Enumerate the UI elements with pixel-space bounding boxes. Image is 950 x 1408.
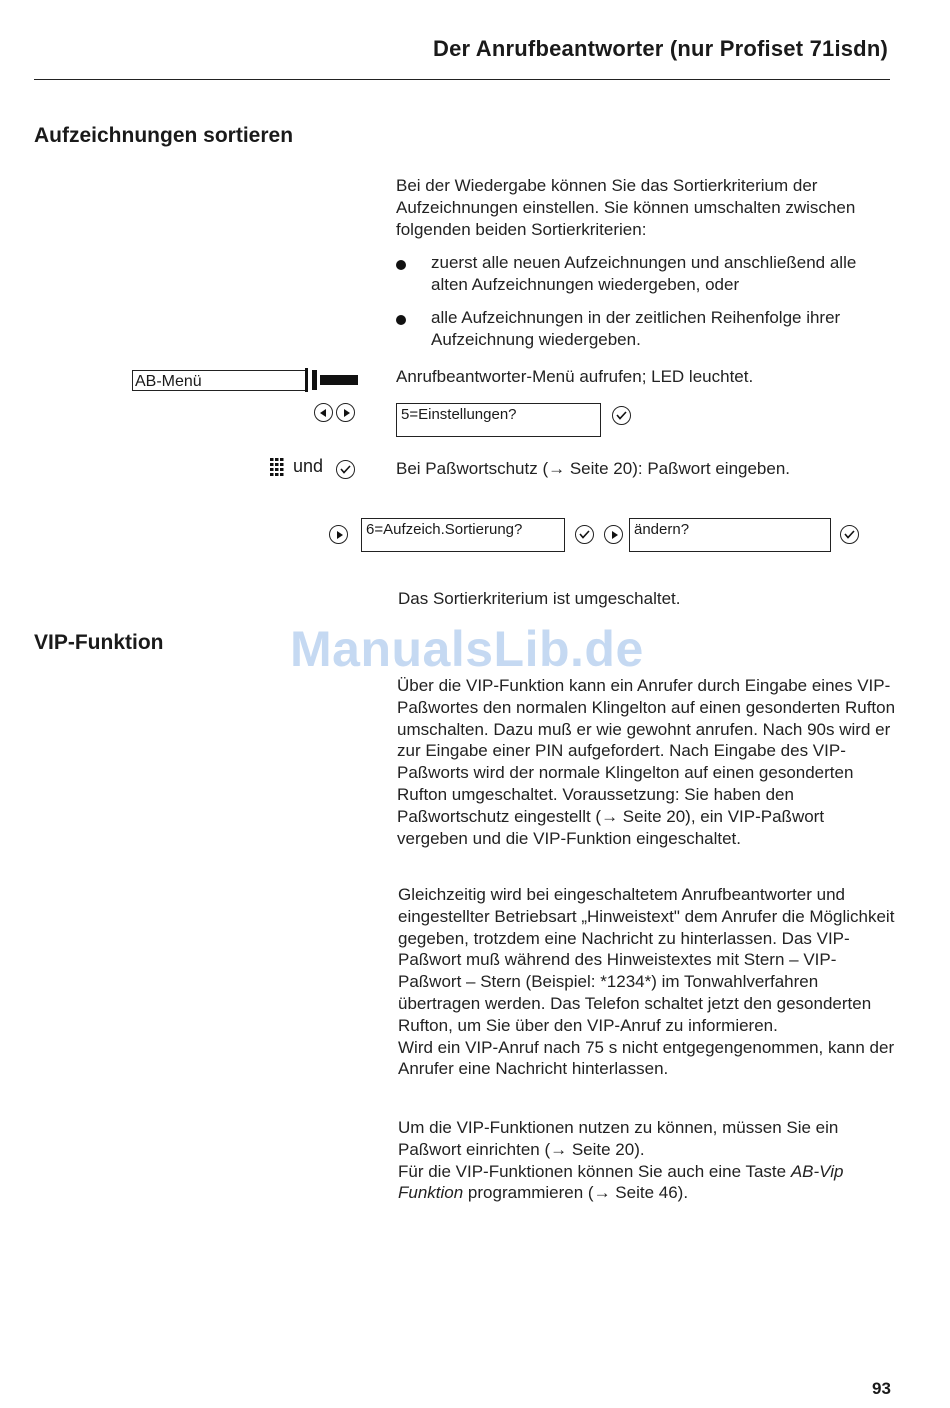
arrow-right-key-icon: [329, 525, 348, 544]
vip-paragraph-2-main: Gleichzeitig wird bei eingeschaltetem Anrufbeantworter und eingestellter Betriebsart „Hinweistext" dem Anrufer die Möglichkeit gegeben, trotzdem eine Nachricht zu hinterlassen. Das VIP-Paßwort muß während des Hinweistextes mit Stern – VIP-Paßwort – Stern (Beispiel: *1234*) im Tonwahlverfahren übertragen werden. Das Telefon schaltet jetzt den gesonderten Rufton, um Sie über den VIP-Anruf zu informieren.: [398, 885, 895, 1035]
key-edge-icon: [305, 368, 308, 392]
and-label: und: [293, 456, 324, 476]
bullet-item: [396, 307, 891, 351]
text-run: programmieren (→ Seite 46).: [463, 1183, 689, 1203]
section-heading-sort: Aufzeichnungen sortieren: [34, 124, 294, 147]
vip-paragraph-3-key: [398, 1161, 898, 1205]
vip-paragraph-2-note: Wird ein VIP-Anruf nach 75 s nicht entgegengenommen, kann der Anrufer eine Nachricht hinterlassen.: [398, 1037, 895, 1079]
page-number: 93: [872, 1379, 891, 1398]
sort-result-text: Das Sortierkriterium ist umgeschaltet.: [398, 589, 681, 608]
led-light-icon: [320, 375, 358, 385]
vip-paragraph-2: [398, 884, 898, 1080]
watermark-logo: ManualsLib.de: [290, 621, 644, 677]
confirm-check-icon: [575, 525, 594, 544]
key-name-emphasis: AB-Vip Funktion: [398, 1161, 844, 1203]
confirm-check-icon: [612, 406, 631, 425]
arrow-right-key-icon: [604, 525, 623, 544]
step-password-text: Bei Paßwortschutz (→ Seite 20): Paßwort eingeben.: [396, 459, 791, 478]
step-open-menu-text: Anrufbeantworter-Menü aufrufen; LED leuchtet.: [396, 367, 754, 386]
display-settings: 5=Einstellungen?: [396, 403, 601, 437]
bullet-dot-icon: [396, 315, 406, 325]
ab-menu-key-label: AB-Menü: [132, 370, 306, 391]
bullet-item: [396, 252, 891, 296]
page-header-title: Der Anrufbeantworter (nur Profiset 71isdn): [433, 36, 888, 61]
display-change: ändern?: [629, 518, 831, 552]
sort-intro-paragraph: Bei der Wiedergabe können Sie das Sortierkriterium der Aufzeichnungen einstellen. Sie können umschalten zwischen folgenden beiden Sortierkriterien:: [396, 176, 856, 239]
bullet-text: zuerst alle neuen Aufzeichnungen und anschließend alle alten Aufzeichnungen wiedergeben, oder: [431, 253, 857, 294]
confirm-check-icon: [840, 525, 859, 544]
keypad-icon: [268, 456, 286, 487]
section-heading-vip: VIP-Funktion: [34, 631, 164, 654]
display-sort-recordings: 6=Aufzeich.Sortierung?: [361, 518, 565, 552]
vip-paragraph-1: Über die VIP-Funktion kann ein Anrufer durch Eingabe eines VIP-Paßwortes den normalen Klingelton auf einen gesonderten Rufton umschalten. Dazu muß er wie gewohnt anrufen. Nach 90s wird er zur Eingabe einer PIN aufgefordert. Nach Eingabe des VIP-Paßworts wird der normale Klingelton auf einen gesonderten Rufton umgeschaltet. Voraussetzung: Sie haben den Paßwortschutz eingestellt (→ Seite 20), ein VIP-Paßwort vergeben und die VIP-Funktion eingeschaltet.: [397, 676, 896, 848]
arrow-right-key-icon: [336, 403, 355, 422]
vip-paragraph-3: [398, 1117, 898, 1204]
bullet-dot-icon: [396, 260, 406, 270]
arrow-left-key-icon: [314, 403, 333, 422]
confirm-check-icon: [336, 460, 355, 479]
led-indicator-icon: [312, 370, 317, 390]
text-run: Für die VIP-Funktionen können Sie auch eine Taste: [398, 1161, 791, 1181]
header-divider: [34, 79, 890, 80]
vip-paragraph-3-main: Um die VIP-Funktionen nutzen zu können, müssen Sie ein Paßwort einrichten (→ Seite 20).: [398, 1118, 839, 1159]
bullet-text: alle Aufzeichnungen in der zeitlichen Reihenfolge ihrer Aufzeichnung wiedergeben.: [431, 308, 841, 349]
